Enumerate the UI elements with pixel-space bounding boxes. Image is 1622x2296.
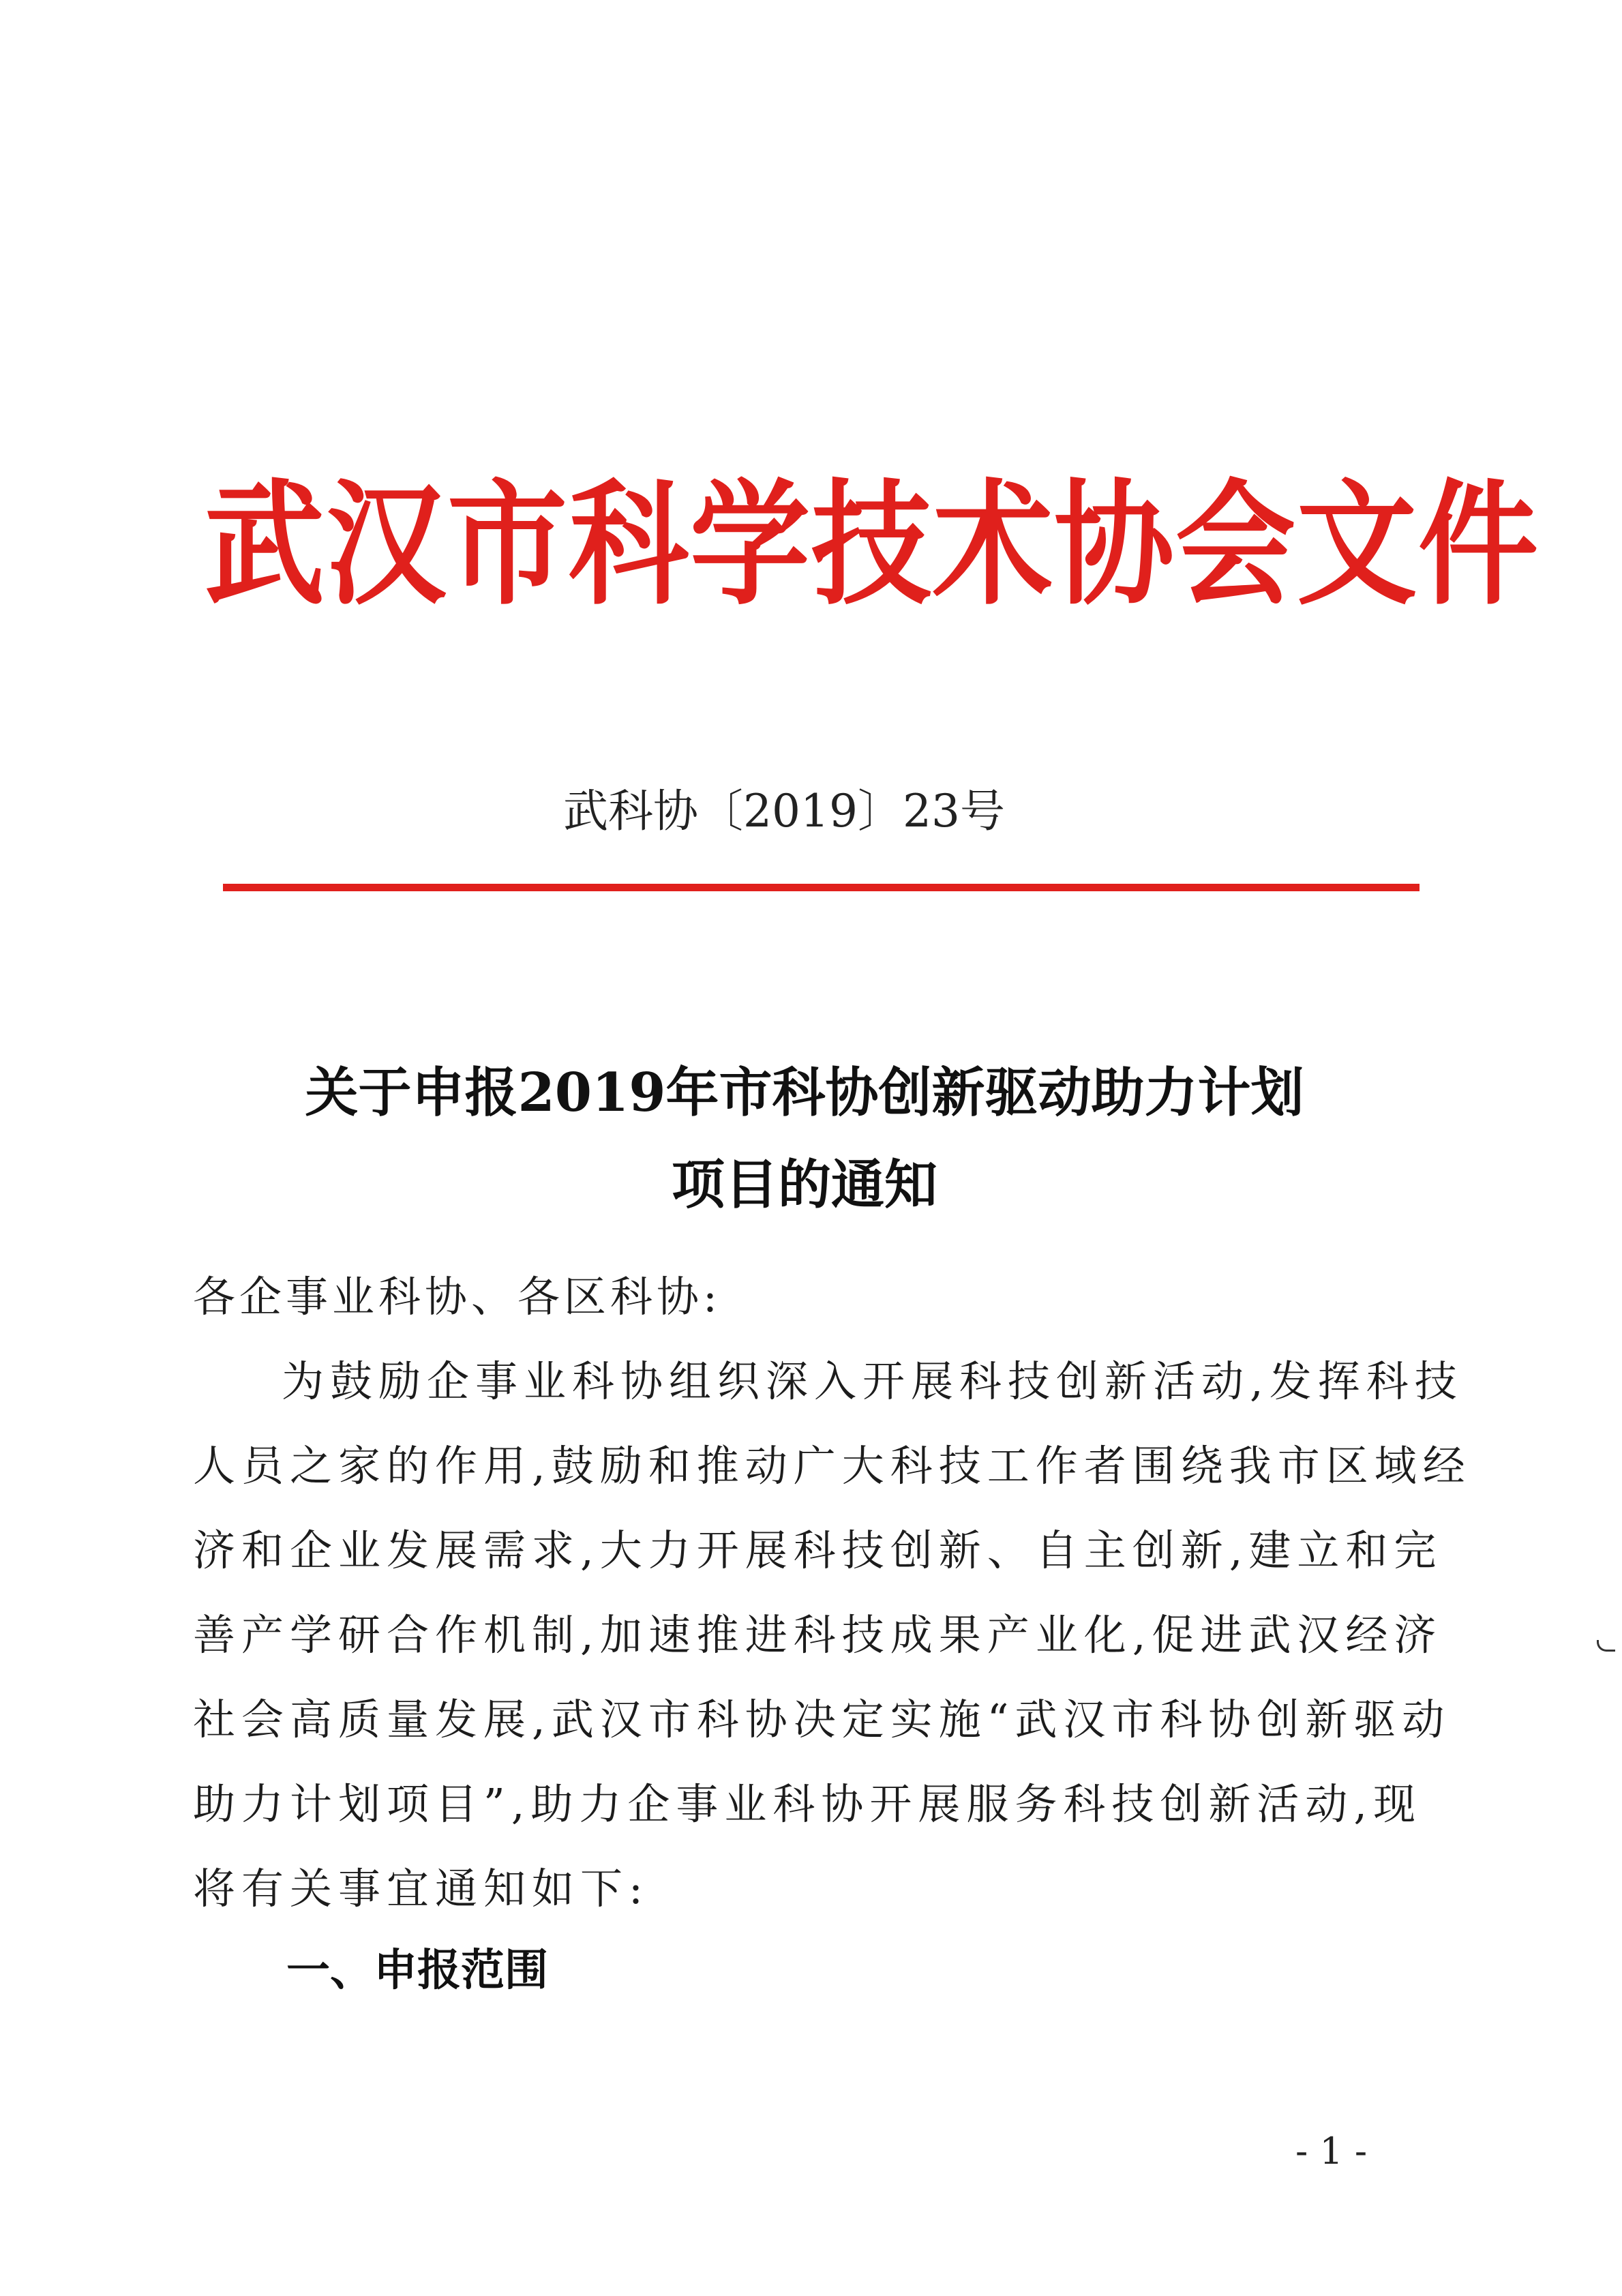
salutation: 各企事业科协、各区科协: — [193, 1272, 721, 1322]
paragraph-line: 为鼓励企事业科协组织深入开展科技创新活动,发挥科技 — [282, 1356, 1463, 1406]
notice-title-line-2: 项目的通知 — [671, 1154, 937, 1216]
paragraph-line: 将有关事宜通知如下: — [193, 1864, 649, 1913]
notice-body — [193, 1255, 1471, 1931]
page-number: - 1 - — [1295, 2130, 1368, 2173]
paragraph-line: 社会高质量发展,武汉市科协决定实施“武汉市科协创新驱动 — [193, 1695, 1451, 1744]
body-paragraph — [193, 1339, 1471, 1931]
paragraph-line: 济和企业发展需求,大力开展科技创新、自主创新,建立和完 — [193, 1525, 1443, 1575]
scan-artifact-mark — [1597, 1640, 1615, 1652]
notice-title — [205, 1047, 1405, 1231]
masthead-title: 武汉市科学技术协会文件 — [205, 466, 1540, 624]
paragraph-line: 人员之家的作用,鼓励和推动广大科技工作者围绕我市区域经 — [193, 1441, 1471, 1491]
section-heading: 一、申报范围 — [286, 1945, 548, 1996]
paragraph-line: 善产学研合作机制,加速推进科技成果产业化,促进武汉经济 — [193, 1610, 1443, 1660]
document-number: 武科协〔2019〕23号 — [563, 785, 1005, 837]
notice-title-line-1: 关于申报2019年市科协创新驱动助力计划 — [305, 1062, 1304, 1124]
red-divider-rule — [223, 884, 1420, 891]
paragraph-line: 助力计划项目”,助力企事业科协开展服务科技创新活动,现 — [193, 1779, 1422, 1829]
